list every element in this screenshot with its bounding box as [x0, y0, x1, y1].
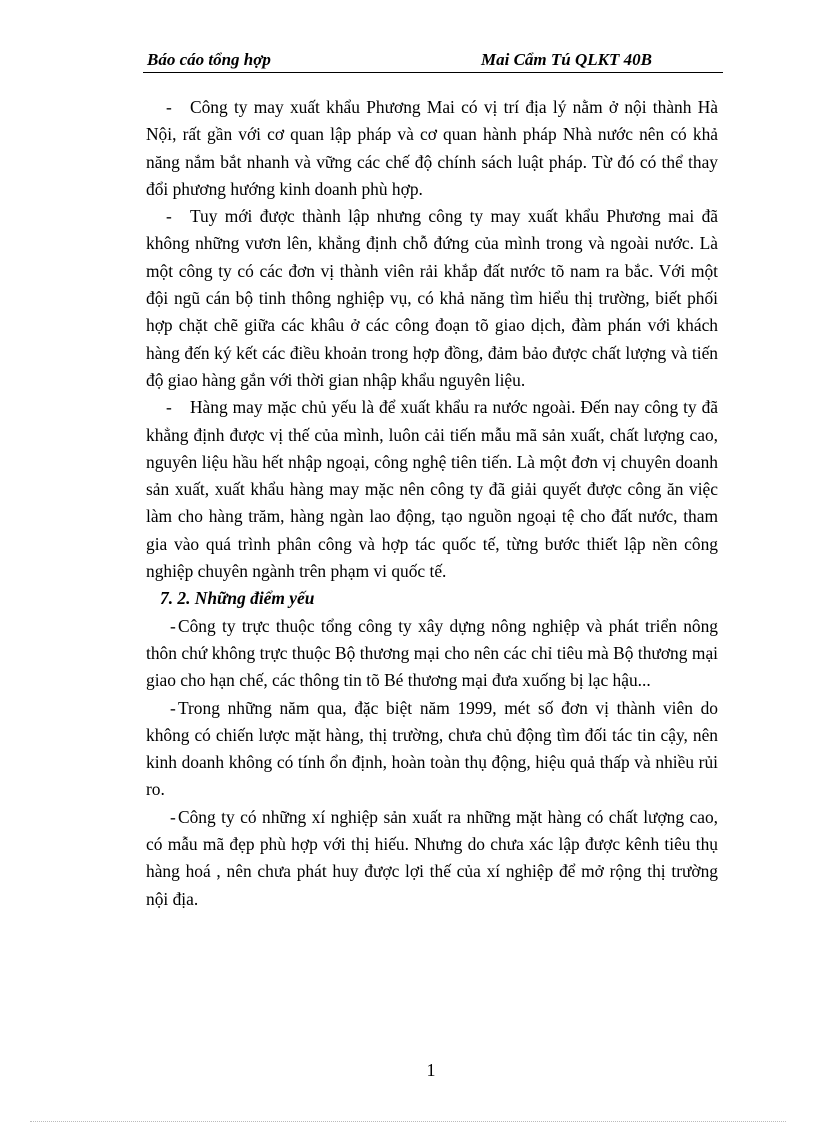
document-body: [146, 94, 718, 913]
header-title: Báo cáo tổng hợp: [147, 50, 271, 69]
paragraph-text: Công ty có những xí nghiệp sản xuất ra những mặt hàng có chất lượng cao, có mẫu mã đẹp phù hợp với thị hiếu. Nhưng do chưa xác lập được kênh tiêu thụ hàng hoá , nên chưa phát huy được lợi thế của xí nghiệp để mở rộng thị trường nội địa.: [146, 806, 718, 909]
section-heading: 7. 2. Những điểm yếu: [160, 588, 315, 609]
paragraph-export: [146, 394, 718, 585]
footer-divider: [30, 1121, 786, 1122]
paragraph-text: Hàng may mặc chủ yếu là để xuất khẩu ra nước ngoài. Đến nay công ty đã khẳng định được vị thế của mình, luôn cải tiến mẫu mã sản xuất, chất lượng cao, nguyên liệu hầu hết nhập ngoại, công nghệ tiên tiến. Là một đơn vị chuyên doanh sản xuất, xuất khẩu hàng may mặc nên công ty đã giải quyết được công ăn việc làm cho hàng trăm, hàng ngàn lao động, tạo nguồn ngoại tệ cho đất nước, tham gia vào quá trình phân công và hợp tác quốc tế, từng bước thiết lập nền công nghiệp chuyên ngành trên phạm vi quốc tế.: [146, 397, 718, 582]
bullet-dash: -: [170, 615, 176, 636]
paragraph-weakness-2: [146, 695, 718, 804]
paragraph-text: Công ty may xuất khẩu Phương Mai có vị trí địa lý nằm ở nội thành Hà Nội, rất gần với cơ quan lập pháp và cơ quan hành pháp Nhà nước nên có khả năng nắm bắt nhanh và vững các chế độ chính sách luật pháp. Từ đó có thể thay đổi phương hướng kinh doanh phù hợp.: [146, 97, 718, 199]
paragraph-location: [146, 94, 718, 203]
page-header: [143, 50, 723, 73]
header-author: Mai Cẩm Tú QLKT 40B: [481, 50, 652, 69]
bullet-dash: -: [170, 806, 176, 827]
paragraph-text: Trong những năm qua, đặc biệt năm 1999, mét số đơn vị thành viên do không có chiến lược mặt hàng, thị trường, chưa chủ động tìm đối tác tin cậy, nên kinh doanh không có tính ổn định, hoàn toàn thụ động, hiệu quả thấp và nhiều rủi ro.: [146, 697, 718, 800]
bullet-dash: -: [166, 397, 172, 418]
paragraph-weakness-1: [146, 613, 718, 695]
bullet-dash: -: [166, 206, 172, 227]
page-number: 1: [426, 1060, 436, 1080]
paragraph-weakness-3: [146, 804, 718, 913]
bullet-dash: -: [166, 97, 172, 117]
paragraph-growth: [146, 203, 718, 394]
paragraph-text: Tuy mới được thành lập nhưng công ty may xuất khẩu Phương mai đã không những vươn lên, khẳng định chỗ đứng của mình trong và ngoài nước. Là một công ty có các đơn vị thành viên rải khắp đất nước tõ nam ra bắc. Với một đội ngũ cán bộ tinh thông nghiệp vụ, có khả năng tìm hiểu thị trường, biết phối hợp chặt chẽ giữa các khâu ở các công đoạn tõ giao dịch, đàm phán với khách hàng đến ký kết các điều khoản trong hợp đồng, đảm bảo được chất lượng và tiến độ giao hàng gắn với thời gian nhập khẩu nguyên liệu.: [146, 206, 718, 390]
paragraph-text: Công ty trực thuộc tổng công ty xây dựng nông nghiệp và phát triển nông thôn chứ không trực thuộc Bộ thương mại cho nên các chỉ tiêu mà Bộ thương mại giao cho hạn chế, các thông tin tõ Bé thương mại đưa xuống bị lạc hậu...: [146, 615, 718, 691]
bullet-dash: -: [170, 697, 176, 718]
